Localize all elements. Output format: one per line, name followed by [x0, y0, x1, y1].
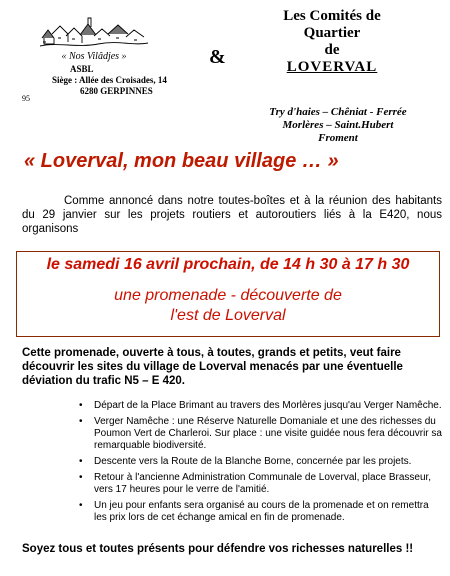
village-logo [38, 8, 150, 68]
list-item [79, 500, 442, 524]
bullet-icon: • [79, 416, 83, 427]
promo-line-1: une promenade - découverte de [114, 287, 342, 304]
list-item-text: Descente vers la Route de la Blanche Borne, concernée par les projets. [94, 456, 412, 467]
ampersand: & [209, 46, 226, 68]
list-item [79, 416, 442, 452]
page-title: « Loverval, mon beau village … » [24, 150, 339, 172]
districts-line-3: Froment [318, 132, 358, 144]
list-item-text: Verger Namêche : une Réserve Naturelle Domaniale et une des richesses du Poumon Vert de Charleroi. Sur place : une visite guidée nous fera découvrir sa remarquable biodiversité. [94, 416, 442, 451]
event-promo [22, 286, 434, 326]
asbl-label: ASBL [70, 64, 94, 74]
bullet-icon: • [79, 472, 83, 483]
comites-line-1: Les Comités de [283, 8, 381, 24]
list-item [79, 472, 442, 496]
list-item-text: Départ de la Place Brimant au travers des Morlères jusqu'au Verger Namêche. [94, 400, 442, 411]
list-item-text: Retour à l'ancienne Administration Communale de Loverval, place Brasseur, vers 17 heures pour le verre de l'amitié. [94, 472, 432, 495]
event-date: le samedi 16 avril prochain, de 14 h 30 à 17 h 30 [46, 256, 410, 273]
intro-text: Comme annoncé dans notre toutes-boîtes et à la réunion des habitants du 29 janvier sur les projets routiers et autoroutiers liés à la E420, nous organisons [22, 195, 442, 235]
districts-line-1: Try d'haies – Chêniat - Ferrée [269, 106, 407, 118]
comites-heading [262, 8, 402, 76]
siege-address: Siège : Allée des Croisades, 14 [52, 75, 167, 85]
intro-paragraph [22, 194, 442, 236]
districts-line-2: Morlères – Saint.Hubert [282, 119, 394, 131]
bullet-icon: • [79, 456, 83, 467]
comites-line-4: LOVERVAL [286, 59, 378, 75]
description-paragraph: Cette promenade, ouverte à tous, à toutes, grands et petits, veut faire découvrir les sites du village de Loverval menacés par une éventuelle déviation du trafic N5 – E 420. [22, 347, 403, 387]
itinerary-list [79, 400, 442, 528]
closing-call: Soyez tous et toutes présents pour défendre vos richesses naturelles !! [22, 543, 414, 555]
districts-list [248, 106, 428, 145]
comites-line-3: de [324, 42, 340, 58]
bullet-icon: • [79, 500, 83, 511]
promo-line-2: l'est de Loverval [170, 307, 286, 324]
bullet-icon: • [79, 400, 83, 411]
list-item [79, 400, 442, 412]
list-item [79, 456, 442, 468]
city-address: 6280 GERPINNES [80, 86, 153, 96]
list-item-text: Un jeu pour enfants sera organisé au cours de la promenade et on remettra les prix lors de cet échange amical en fin de promenade. [94, 500, 429, 523]
page-number: 95 [22, 94, 30, 103]
logo-text: « Nos Vilâdjes » [61, 51, 127, 62]
comites-line-2: Quartier [303, 25, 361, 41]
